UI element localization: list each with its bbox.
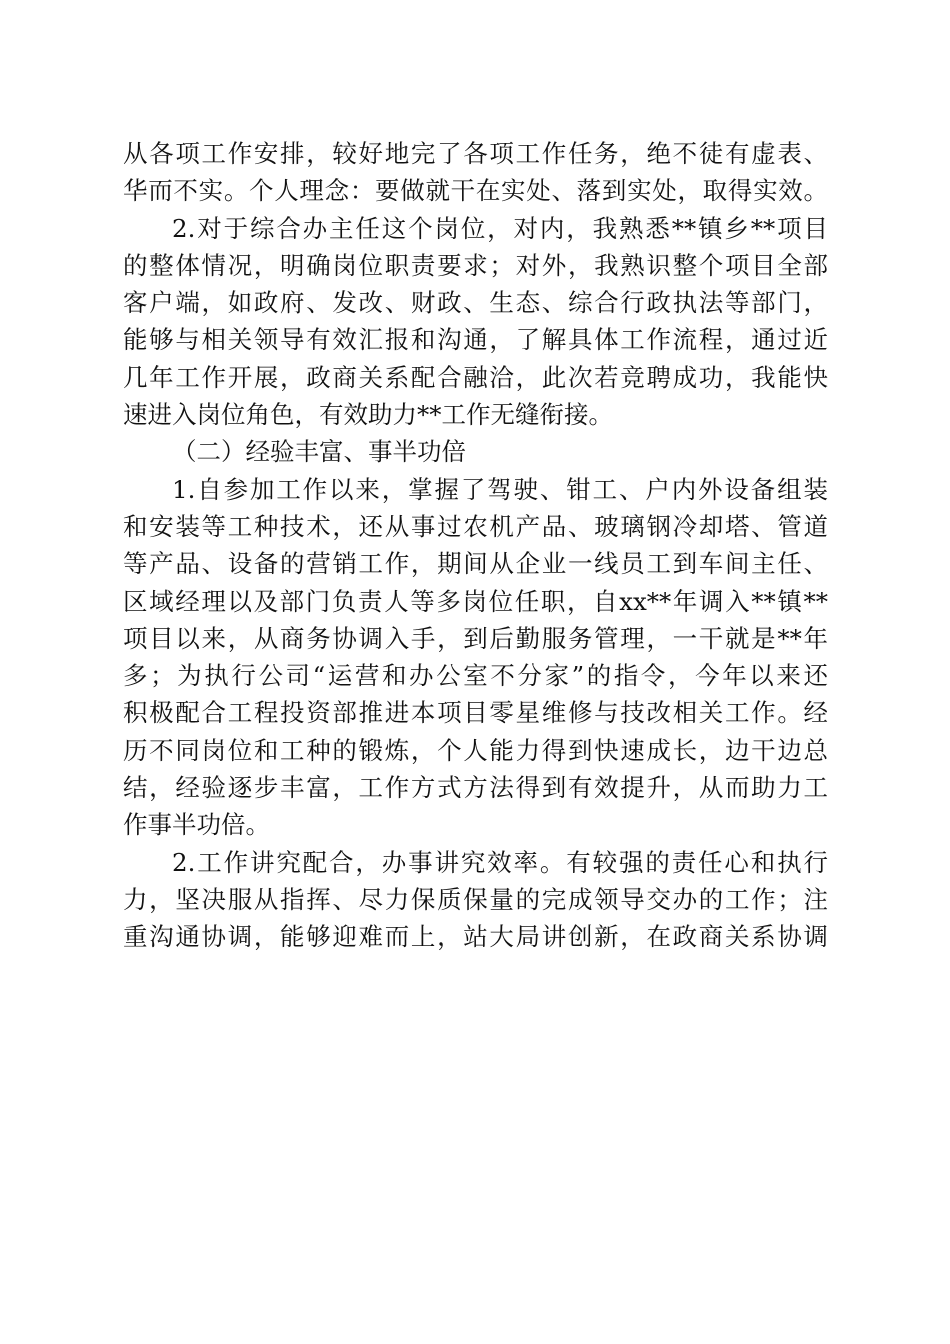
text-line: 结，经验逐步丰富，工作方式方法得到有效提升，从而助力工 [123, 773, 828, 803]
text-line: 历不同岗位和工种的锻炼，个人能力得到快速成长，边干边总 [123, 735, 828, 765]
text-line: 的整体情况，明确岗位职责要求；对外，我熟识整个项目全部 [123, 250, 828, 280]
text-line: 几年工作开展，政商关系配合融洽，此次若竞聘成功，我能快 [123, 362, 828, 392]
text-line: 重沟通协调，能够迎难而上，站大局讲创新，在政商关系协调 [123, 922, 828, 952]
text-line: 2.工作讲究配合，办事讲究效率。有较强的责任心和执行 [172, 847, 828, 877]
document-body [123, 135, 828, 956]
text-line: 力，坚决服从指挥、尽力保质保量的完成领导交办的工作；注 [123, 884, 828, 914]
text-line: 从各项工作安排，较好地完了各项工作任务，绝不徒有虚表、 [123, 139, 828, 168]
text-line: 作事半功倍。 [123, 810, 270, 840]
text-line: 客户端，如政府、发改、财政、生态、综合行政执法等部门， [123, 288, 828, 318]
text-line: 2.对于综合办主任这个岗位，对内，我熟悉**镇乡**项目 [172, 213, 828, 243]
text-line: 等产品、设备的营销工作，期间从企业一线员工到车间主任、 [123, 549, 828, 579]
section-heading: （二）经验丰富、事半功倍 [172, 437, 466, 467]
text-line: 区域经理以及部门负责人等多岗位任职，自xx**年调入**镇** [123, 586, 828, 616]
text-line: 1.自参加工作以来，掌握了驾驶、钳工、户内外设备组装 [172, 474, 828, 504]
text-line: 速进入岗位角色，有效助力**工作无缝衔接。 [123, 400, 613, 430]
text-line: 积极配合工程投资部推进本项目零星维修与技改相关工作。经 [123, 698, 828, 728]
text-line: 项目以来，从商务协调入手，到后勤服务管理，一干就是**年 [123, 623, 828, 653]
text-line: 华而不实。个人理念：要做就干在实处、落到实处，取得实效。 [123, 176, 828, 206]
text-line: 和安装等工种技术，还从事过农机产品、玻璃钢冷却塔、管道 [123, 511, 828, 541]
text-line: 能够与相关领导有效汇报和沟通，了解具体工作流程，通过近 [123, 325, 828, 355]
text-line: 多；为执行公司“运营和办公室不分家”的指令，今年以来还 [123, 661, 828, 691]
